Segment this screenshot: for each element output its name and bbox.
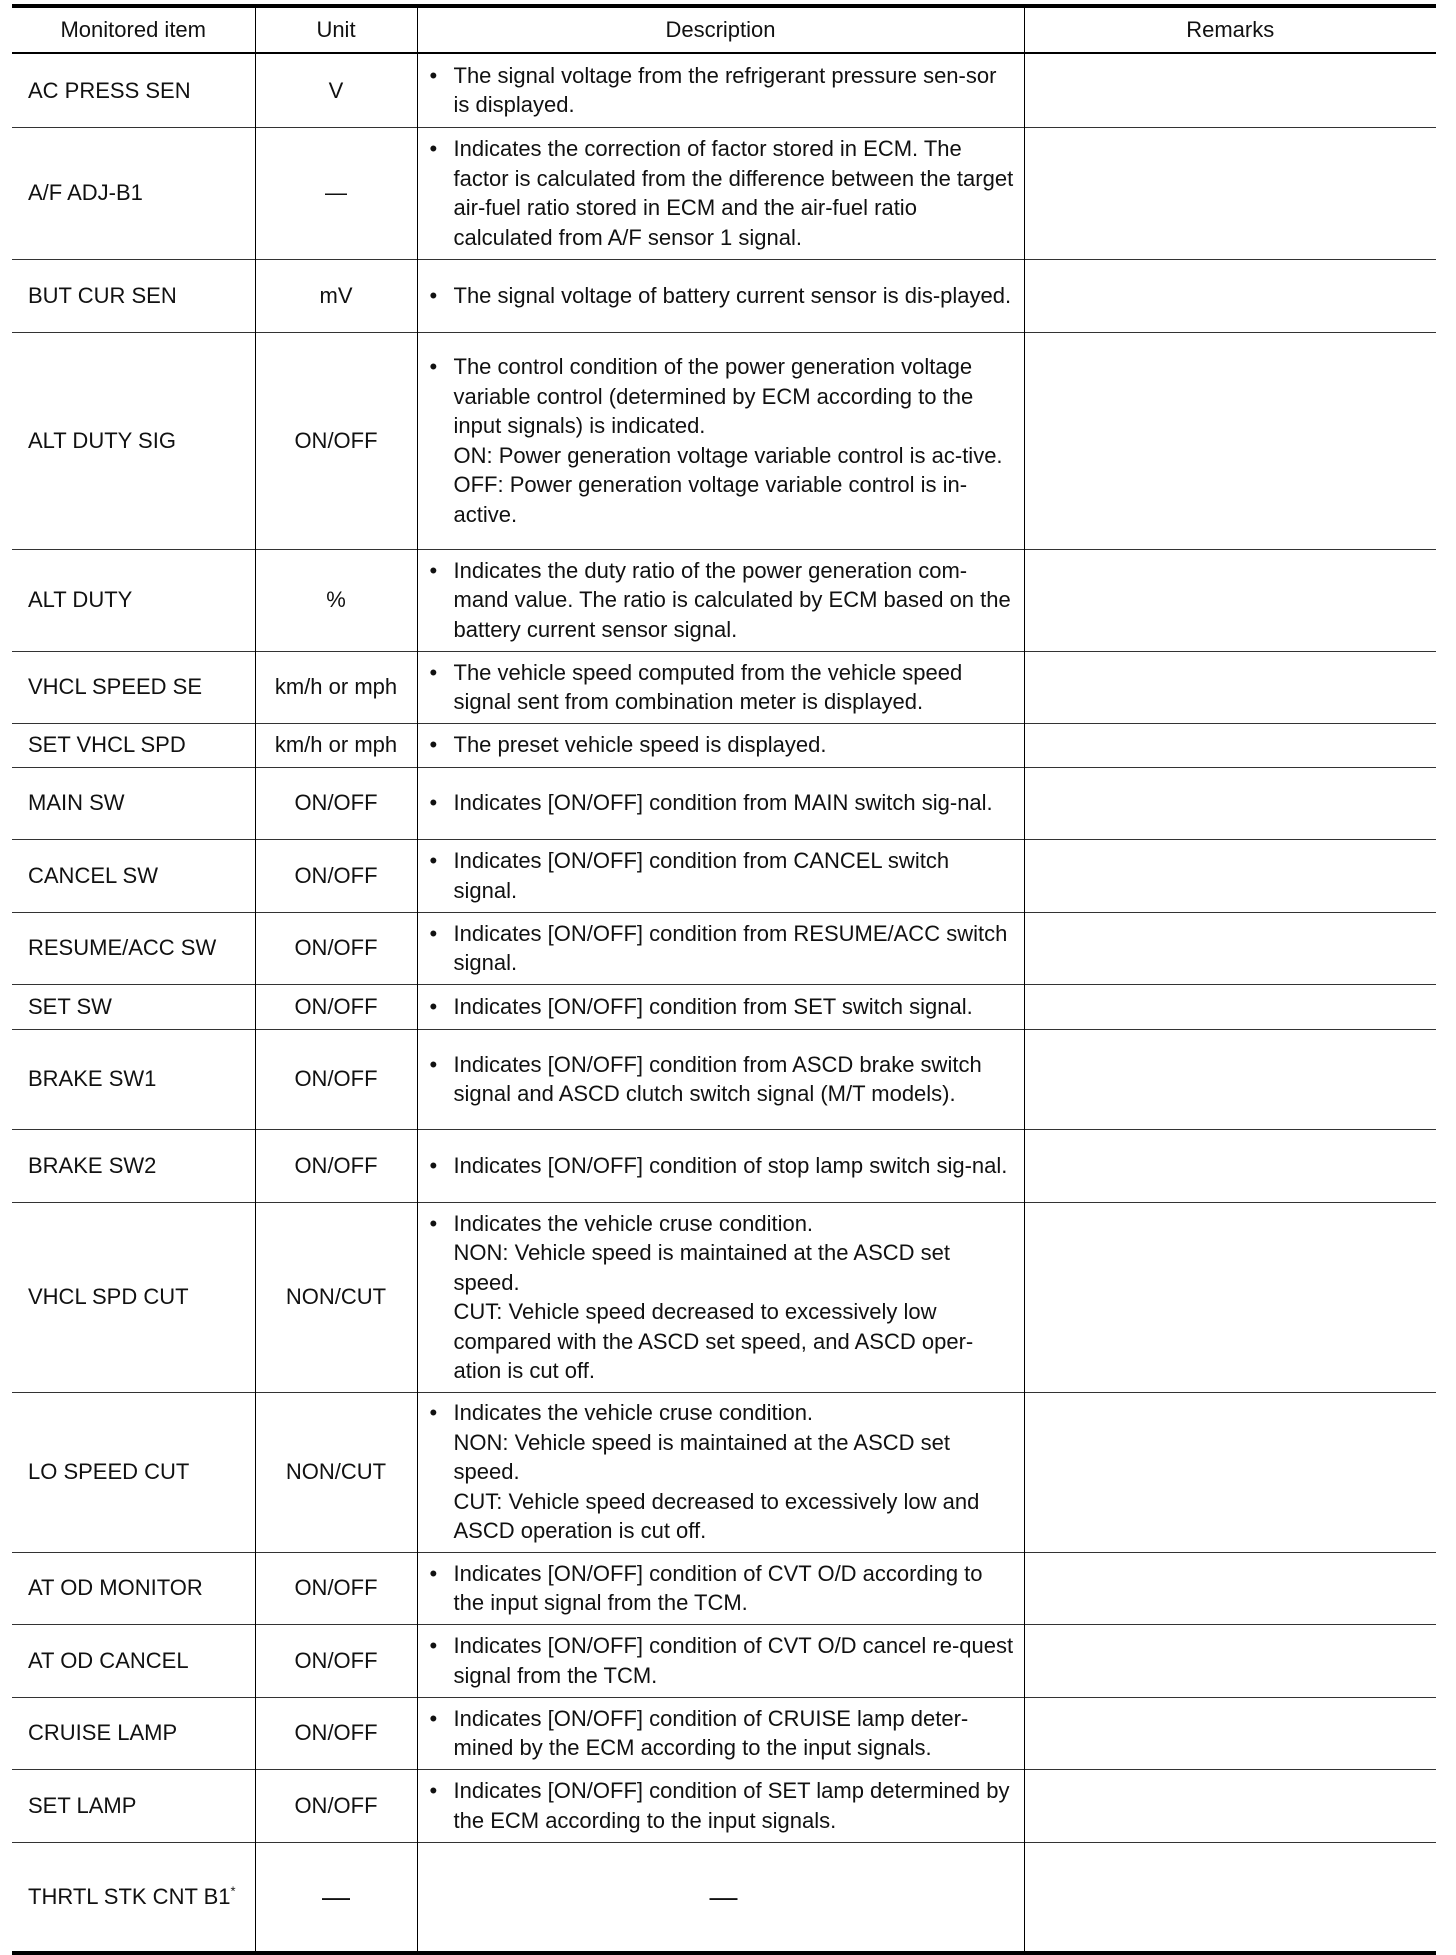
bullet-item	[430, 1559, 1018, 1618]
description-cell	[417, 332, 1024, 549]
description-text: The vehicle speed computed from the vehicle speed signal sent from combination meter is displayed.	[453, 659, 963, 714]
monitored-item-name: AT OD MONITOR	[28, 1575, 203, 1601]
monitored-item-name: SET LAMP	[28, 1792, 137, 1818]
table-row	[12, 259, 1436, 332]
description-cell	[417, 1392, 1024, 1552]
monitored-item-cell	[12, 53, 255, 127]
monitored-item-cell	[12, 332, 255, 549]
table-row	[12, 767, 1436, 839]
bullet-icon: •	[429, 1560, 438, 1586]
monitored-item-name: AC PRESS SEN	[28, 77, 191, 103]
remarks-cell	[1024, 127, 1436, 259]
unit-cell: NON/CUT	[255, 1392, 417, 1552]
table-row	[12, 912, 1436, 984]
description-text: Indicates [ON/OFF] condition from ASCD brake switch signal and ASCD clutch switch signal (M/T models).	[453, 1051, 982, 1106]
description-cell	[417, 984, 1024, 1029]
description-cell	[417, 912, 1024, 984]
monitored-item-cell	[12, 912, 255, 984]
monitored-item-cell	[12, 767, 255, 839]
bullet-item	[430, 658, 1018, 717]
description-text: Indicates [ON/OFF] condition from RESUME/ACC switch signal.	[453, 920, 1008, 975]
description-cell	[417, 1129, 1024, 1202]
bullet-icon: •	[429, 1705, 438, 1731]
bullet-item	[430, 352, 1018, 529]
unit-cell: NON/CUT	[255, 1202, 417, 1392]
unit-cell: ON/OFF	[255, 839, 417, 912]
remarks-cell	[1024, 1029, 1436, 1129]
description-cell	[417, 767, 1024, 839]
unit-cell: mV	[255, 259, 417, 332]
unit-cell: ON/OFF	[255, 1552, 417, 1624]
bullet-item	[430, 1704, 1018, 1763]
bullet-item	[430, 1209, 1018, 1386]
monitored-item-cell	[12, 1202, 255, 1392]
header-monitored-item: Monitored item	[12, 6, 255, 53]
unit-cell: ON/OFF	[255, 912, 417, 984]
bullet-icon: •	[429, 1633, 438, 1658]
description-cell	[417, 651, 1024, 723]
description-text: Indicates [ON/OFF] condition of CRUISE lamp deter-mined by the ECM according to the input signals.	[453, 1705, 969, 1760]
description-cell	[417, 1769, 1024, 1842]
bullet-item	[430, 788, 1018, 818]
description-text: Indicates [ON/OFF] condition from CANCEL switch signal.	[453, 848, 950, 903]
monitored-item-name: BRAKE SW1	[28, 1066, 157, 1092]
unit-cell: ON/OFF	[255, 767, 417, 839]
table-row	[12, 1624, 1436, 1697]
unit-cell: km/h or mph	[255, 651, 417, 723]
description-text: CUT: Vehicle speed decreased to excessively low and ASCD operation is cut off.	[453, 1488, 980, 1544]
description-cell	[417, 1552, 1024, 1624]
remarks-cell	[1024, 1129, 1436, 1202]
description-cell	[417, 839, 1024, 912]
monitored-item-cell	[12, 1029, 255, 1129]
table-row	[12, 1697, 1436, 1769]
monitored-item-cell	[12, 723, 255, 767]
table-row	[12, 53, 1436, 127]
unit-cell: ON/OFF	[255, 1769, 417, 1842]
bullet-item	[430, 134, 1018, 252]
monitored-item-cell	[12, 1697, 255, 1769]
bullet-icon: •	[429, 790, 438, 816]
monitored-item-name: SET VHCL SPD	[28, 732, 186, 758]
monitored-items-table	[12, 4, 1436, 1955]
remarks-cell	[1024, 1552, 1436, 1624]
monitored-item-cell	[12, 1552, 255, 1624]
monitored-item-cell	[12, 1129, 255, 1202]
table-row	[12, 1392, 1436, 1552]
unit-cell: ON/OFF	[255, 1029, 417, 1129]
remarks-cell	[1024, 549, 1436, 651]
monitored-item-cell	[12, 839, 255, 912]
bullet-icon: •	[429, 1778, 438, 1803]
monitored-item-cell	[12, 984, 255, 1029]
bullet-item	[430, 992, 1018, 1022]
description-text: Indicates [ON/OFF] condition of stop lamp switch sig-nal.	[453, 1152, 1008, 1178]
bullet-icon: •	[429, 848, 438, 873]
bullet-icon: •	[429, 282, 438, 308]
remarks-cell	[1024, 1392, 1436, 1552]
unit-cell: —	[255, 127, 417, 259]
bullet-item	[430, 919, 1018, 978]
description-text: Indicates the duty ratio of the power generation com-mand value. The ratio is calculated by ECM based on the battery current sensor signal.	[453, 557, 1011, 642]
description-text: The control condition of the power generation voltage variable control (determined by ECM according to the input signals) is indicated.	[453, 354, 974, 438]
description-text: The preset vehicle speed is displayed.	[453, 732, 827, 758]
monitored-item-cell	[12, 651, 255, 723]
bullet-item	[430, 556, 1018, 645]
description-cell	[417, 1697, 1024, 1769]
bullet-item	[430, 846, 1018, 905]
header-description: Description	[417, 6, 1024, 53]
bullet-item	[430, 1631, 1018, 1690]
bullet-icon: •	[429, 1210, 438, 1236]
description-text: OFF: Power generation voltage variable control is in-active.	[453, 472, 968, 527]
unit-cell: %	[255, 549, 417, 651]
bullet-icon: •	[429, 993, 438, 1019]
monitored-item-name: CRUISE LAMP	[28, 1720, 178, 1746]
monitored-item-name: THRTL STK CNT B1	[28, 1884, 231, 1909]
monitored-item-name: CANCEL SW	[28, 862, 158, 888]
remarks-cell	[1024, 53, 1436, 127]
bullet-item	[430, 61, 1018, 120]
table-row	[12, 1129, 1436, 1202]
monitored-item-name: ALT DUTY SIG	[28, 427, 176, 453]
monitored-item-cell	[12, 259, 255, 332]
description-cell	[417, 1624, 1024, 1697]
monitored-item-name: BUT CUR SEN	[28, 282, 177, 308]
monitored-item-cell	[12, 1392, 255, 1552]
header-unit: Unit	[255, 6, 417, 53]
bullet-icon: •	[429, 62, 438, 88]
bullet-icon: •	[429, 1152, 438, 1178]
remarks-cell	[1024, 259, 1436, 332]
bullet-item	[430, 1151, 1018, 1181]
monitored-item-name: VHCL SPEED SE	[28, 674, 203, 700]
table-row	[12, 1769, 1436, 1842]
unit-cell: ON/OFF	[255, 1697, 417, 1769]
monitored-item-name: VHCL SPD CUT	[28, 1284, 189, 1310]
description-cell	[417, 1029, 1024, 1129]
monitored-item-cell	[12, 549, 255, 651]
bullet-icon: •	[429, 1051, 438, 1077]
monitored-item-cell	[12, 1624, 255, 1697]
remarks-cell	[1024, 332, 1436, 549]
footnote-marker: *	[230, 1883, 236, 1899]
unit-cell: —	[255, 1842, 417, 1953]
bullet-icon: •	[429, 557, 438, 583]
description-text: Indicates the correction of factor stored in ECM. The factor is calculated from the difference between the target air-fuel ratio stored in ECM and the air-fuel ratio calculated from A/F sensor 1 signal.	[453, 136, 1014, 250]
remarks-cell	[1024, 1842, 1436, 1953]
remarks-cell	[1024, 912, 1436, 984]
table-row	[12, 127, 1436, 259]
description-cell	[417, 53, 1024, 127]
remarks-cell	[1024, 723, 1436, 767]
description-text: Indicates [ON/OFF] condition of CVT O/D according to the input signal from the TCM.	[453, 1560, 983, 1615]
bullet-item	[430, 1398, 1018, 1546]
description-cell	[417, 723, 1024, 767]
monitored-item-cell	[12, 1842, 255, 1953]
bullet-icon: •	[429, 659, 438, 685]
description-text: The signal voltage of battery current sensor is dis-played.	[453, 282, 1012, 308]
table-row	[12, 332, 1436, 549]
monitored-item-name: LO SPEED CUT	[28, 1459, 190, 1485]
unit-cell: ON/OFF	[255, 1624, 417, 1697]
description-text: Indicates [ON/OFF] condition from SET switch signal.	[453, 993, 973, 1019]
monitored-item-cell	[12, 1769, 255, 1842]
remarks-cell	[1024, 984, 1436, 1029]
description-text: The signal voltage from the refrigerant pressure sen-sor is displayed.	[453, 62, 997, 118]
table-row	[12, 1552, 1436, 1624]
bullet-icon: •	[429, 920, 438, 946]
remarks-cell	[1024, 1697, 1436, 1769]
table-row	[12, 839, 1436, 912]
bullet-item	[430, 1050, 1018, 1109]
bullet-item	[430, 730, 1018, 760]
bullet-icon: •	[429, 732, 438, 758]
description-text: Indicates [ON/OFF] condition of SET lamp determined by the ECM according to the input signals.	[453, 1778, 1010, 1833]
monitored-item-name: ALT DUTY	[28, 587, 133, 613]
description-text: Indicates [ON/OFF] condition of CVT O/D cancel re-quest signal from the TCM.	[453, 1633, 1014, 1688]
description-cell	[417, 549, 1024, 651]
bullet-item	[430, 281, 1018, 311]
unit-cell: ON/OFF	[255, 984, 417, 1029]
description-text: Indicates the vehicle cruse condition.	[453, 1210, 814, 1236]
description-text: CUT: Vehicle speed decreased to excessively low compared with the ASCD set speed, and ASCD oper-ation is cut off.	[453, 1299, 974, 1383]
bullet-icon: •	[429, 1400, 438, 1426]
table-row	[12, 1842, 1436, 1953]
monitored-item-name: A/F ADJ-B1	[28, 180, 143, 206]
remarks-cell	[1024, 839, 1436, 912]
remarks-cell	[1024, 767, 1436, 839]
table-row	[12, 984, 1436, 1029]
description-text: ON: Power generation voltage variable control is ac-tive.	[453, 442, 1003, 468]
header-remarks: Remarks	[1024, 6, 1436, 53]
description-text: NON: Vehicle speed is maintained at the ASCD set speed.	[453, 1240, 950, 1295]
description-cell	[417, 127, 1024, 259]
table-row	[12, 651, 1436, 723]
table-row	[12, 1202, 1436, 1392]
unit-cell: km/h or mph	[255, 723, 417, 767]
description-text: Indicates the vehicle cruse condition.	[453, 1400, 814, 1426]
bullet-icon: •	[429, 136, 438, 161]
description-text: NON: Vehicle speed is maintained at the ASCD set speed.	[453, 1429, 950, 1485]
remarks-cell	[1024, 1202, 1436, 1392]
description-text: Indicates [ON/OFF] condition from MAIN switch sig-nal.	[453, 790, 993, 816]
description-cell	[417, 1202, 1024, 1392]
remarks-cell	[1024, 1624, 1436, 1697]
unit-cell: ON/OFF	[255, 1129, 417, 1202]
unit-cell: ON/OFF	[255, 332, 417, 549]
bullet-icon: •	[429, 354, 438, 379]
monitored-item-name: BRAKE SW2	[28, 1152, 157, 1178]
monitored-item-name: AT OD CANCEL	[28, 1647, 189, 1673]
table-row	[12, 1029, 1436, 1129]
description-cell	[417, 259, 1024, 332]
monitored-item-name: SET SW	[28, 993, 112, 1019]
bullet-item	[430, 1776, 1018, 1835]
table-row	[12, 723, 1436, 767]
unit-cell: V	[255, 53, 417, 127]
remarks-cell	[1024, 651, 1436, 723]
monitored-item-name: RESUME/ACC SW	[28, 935, 217, 961]
table-row	[12, 549, 1436, 651]
monitored-item-cell	[12, 127, 255, 259]
monitored-item-name: MAIN SW	[28, 790, 125, 816]
header-row	[12, 6, 1436, 53]
description-cell: —	[417, 1842, 1024, 1953]
remarks-cell	[1024, 1769, 1436, 1842]
